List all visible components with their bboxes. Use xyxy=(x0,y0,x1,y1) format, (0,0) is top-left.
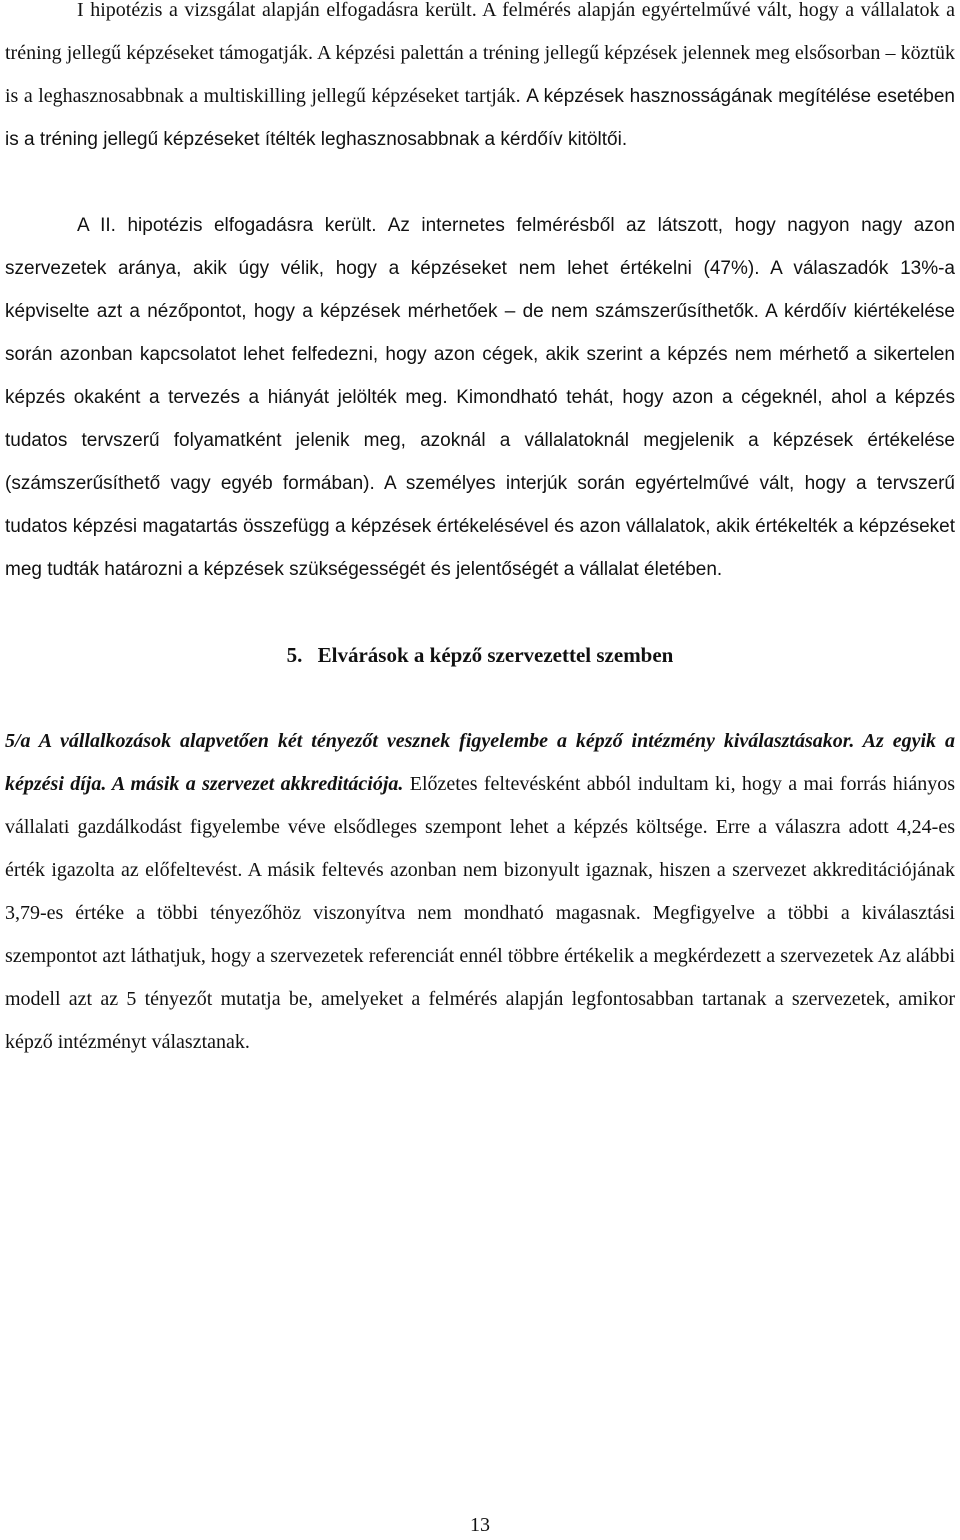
paragraph-3-body: Előzetes feltevésként abból indultam ki, hogy a mai forrás hiányos vállalati gazdálkodást figyelembe véve elsődleges szempont lehet a képzés költsége. Erre a válaszra adott 4,24-es érték igazolta az előfeltevést. A másik feltevés azonban nem bizonyult igaznak, hiszen a szervezet akkreditációjának 3,79-es értéke a többi tényezőhöz viszonyítva nem mondható magasnak. Megfigyelve a többi a kiválasztási szempontot azt láthatjuk, hogy a szervezetek referenciát ennél többre értékelik a megkérdezett a szervezetek Az alábbi modell azt az 5 tényezőt mutatja be, amelyeket a felmérés alapján legfontosabban tartanak a szervezetek, amikor képző intézményt választanak. xyxy=(5,773,956,1053)
paragraph-2-body: Az internetes felmérésből az látszott, hogy nagyon nagy azon szervezetek aránya, akik úgy vélik, hogy a képzéseket nem lehet értékelni (47%). A válaszadók 13%-a képviselte azt a nézőpontot, hogy a képzések mérhetőek – de nem számszerűsíthetők. A kérdőív kiértékelése során azonban kapcsolatot lehet felfedezni, hogy azon cégek, akik szerint a képzés nem mérhető a sikertelen képzés okaként a tervezés a hiányát jelölték meg. Kimondható tehát, hogy azon a cégeknél, ahol a képzés tudatos tervszerű folyamatként jelenik meg, azoknál a vállalatoknál megjelenik a képzések értékelése (számszerűsíthető vagy egyéb formában). A személyes interjúk során egyértelművé vált, hogy a tervszerű tudatos képzési magatartás összefügg a képzések értékelésével és azon vállalatok, akik értékelték a képzéseket meg tudták határozni a képzések szükségességét és jelentőségét a vállalat életében. xyxy=(5,215,956,580)
paragraph-2-lead: A II. hipotézis elfogadásra került. xyxy=(77,215,377,236)
paragraph-hypothesis-2 xyxy=(5,204,955,591)
paragraph-1-lead: I hipotézis a vizsgálat alapján elfogadásra került. A felmérés alapján egyértelművé vált, hogy a vállalatok a tréning jellegű képzéseket támogatják. xyxy=(5,0,955,64)
paragraph-selection-factors xyxy=(5,720,955,1064)
document-page xyxy=(5,0,955,1064)
section-heading xyxy=(5,634,955,677)
section-number: 5. xyxy=(286,643,303,667)
paragraph-1-tail: A képzések hasznosságának megítélése esetében is a tréning jellegű képzéseket ítélték leghasznosabbnak a kérdőív kitöltői. xyxy=(5,86,955,150)
section-title: Elvárások a képző szervezettel szemben xyxy=(317,643,674,667)
page-number: 13 xyxy=(470,1514,490,1536)
paragraph-3-emphasis: 5/a A vállalkozások alapvetően két tényezőt vesznek figyelembe a képző intézmény kiválasztásakor. Az egyik a képzési díja. A másik a szervezet akkreditációja. xyxy=(5,730,955,795)
paragraph-hypothesis-1 xyxy=(5,0,955,161)
paragraph-1-body: A képzési palettán a tréning jellegű képzések jelennek meg elsősorban – köztük is a leghasznosabbnak a multiskilling jellegű képzéseket tartják. xyxy=(5,42,955,107)
